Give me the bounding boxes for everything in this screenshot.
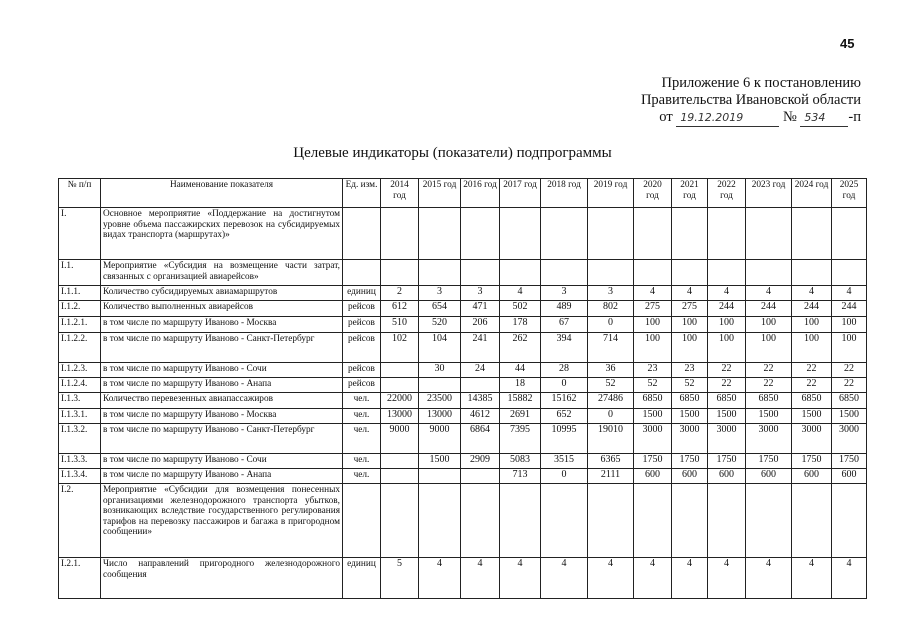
year-value: 471: [461, 301, 500, 317]
year-value: 22: [792, 378, 832, 393]
table-row: [59, 317, 867, 333]
year-value: 28: [541, 363, 588, 378]
year-value: [381, 378, 419, 393]
year-value: 100: [708, 333, 746, 363]
indicator-name: Число направлений пригородного железнодорожного сообщения: [101, 558, 343, 599]
year-value: 0: [588, 317, 634, 333]
year-value: 6365: [588, 454, 634, 469]
year-value: 100: [634, 333, 672, 363]
year-value: 3000: [672, 424, 708, 454]
year-value: 0: [541, 469, 588, 484]
year-value: 275: [672, 301, 708, 317]
year-value: 100: [832, 333, 867, 363]
year-value: [381, 484, 419, 558]
year-value: [381, 469, 419, 484]
unit: чел.: [343, 469, 381, 484]
unit: единиц: [343, 558, 381, 599]
year-value: [541, 484, 588, 558]
year-value: 19010: [588, 424, 634, 454]
year-value: 6850: [672, 393, 708, 409]
unit: чел.: [343, 454, 381, 469]
column-header: 2021 год: [672, 179, 708, 208]
year-value: 3000: [832, 424, 867, 454]
column-header: 2015 год: [419, 179, 461, 208]
indicator-name: в том числе по маршруту Иваново - Сочи: [101, 454, 343, 469]
year-value: 1750: [708, 454, 746, 469]
year-value: 100: [672, 317, 708, 333]
year-value: 100: [832, 317, 867, 333]
year-value: 52: [672, 378, 708, 393]
year-value: [672, 484, 708, 558]
year-value: 6864: [461, 424, 500, 454]
year-value: [792, 208, 832, 260]
table-row: [59, 393, 867, 409]
year-value: [500, 208, 541, 260]
table-row: [59, 484, 867, 558]
year-value: [746, 484, 792, 558]
year-value: 244: [792, 301, 832, 317]
row-number: I.1.3.2.: [59, 424, 101, 454]
indicator-name: в том числе по маршруту Иваново - Москва: [101, 409, 343, 424]
column-header: № п/п: [59, 179, 101, 208]
year-value: 100: [672, 333, 708, 363]
unit: единиц: [343, 286, 381, 301]
year-value: 275: [634, 301, 672, 317]
column-header: 2023 год: [746, 179, 792, 208]
year-value: [381, 454, 419, 469]
year-value: 2: [381, 286, 419, 301]
appendix-block: [641, 75, 861, 127]
year-value: 3: [588, 286, 634, 301]
table-row: [59, 558, 867, 599]
unit: рейсов: [343, 301, 381, 317]
column-header: 2019 год: [588, 179, 634, 208]
year-value: 4: [588, 558, 634, 599]
row-number: I.1.3.: [59, 393, 101, 409]
year-value: [500, 260, 541, 286]
year-value: 262: [500, 333, 541, 363]
year-value: [381, 260, 419, 286]
year-value: [419, 260, 461, 286]
row-number: I.1.1.: [59, 286, 101, 301]
year-value: 6850: [792, 393, 832, 409]
year-value: [419, 484, 461, 558]
row-number: I.1.2.4.: [59, 378, 101, 393]
row-number: I.1.2.3.: [59, 363, 101, 378]
column-header: 2025 год: [832, 179, 867, 208]
year-value: 244: [708, 301, 746, 317]
year-value: 3000: [792, 424, 832, 454]
table-row: [59, 301, 867, 317]
year-value: 22: [708, 363, 746, 378]
year-value: 4: [832, 286, 867, 301]
handwritten-date: 19.12.2019: [676, 109, 779, 127]
column-header: 2018 год: [541, 179, 588, 208]
year-value: 44: [500, 363, 541, 378]
year-value: 4: [746, 558, 792, 599]
year-value: 510: [381, 317, 419, 333]
year-value: 489: [541, 301, 588, 317]
year-value: 714: [588, 333, 634, 363]
year-value: 520: [419, 317, 461, 333]
unit: чел.: [343, 409, 381, 424]
year-value: 4: [634, 286, 672, 301]
year-value: [381, 363, 419, 378]
year-value: 6850: [708, 393, 746, 409]
year-value: [634, 208, 672, 260]
year-value: [832, 208, 867, 260]
table-row: [59, 363, 867, 378]
year-value: 802: [588, 301, 634, 317]
indicator-name: в том числе по маршруту Иваново - Анапа: [101, 469, 343, 484]
year-value: 3000: [708, 424, 746, 454]
year-value: 502: [500, 301, 541, 317]
year-value: 23500: [419, 393, 461, 409]
year-value: 4: [746, 286, 792, 301]
year-value: 0: [588, 409, 634, 424]
year-value: 4: [461, 558, 500, 599]
indicator-name: Мероприятие «Субсидия на возмещение части затрат, связанных с организацией авиарейсов»: [101, 260, 343, 286]
year-value: 1750: [832, 454, 867, 469]
year-value: [461, 208, 500, 260]
year-value: 24: [461, 363, 500, 378]
year-value: 100: [746, 333, 792, 363]
year-value: 4: [832, 558, 867, 599]
year-value: 600: [634, 469, 672, 484]
year-value: 6850: [746, 393, 792, 409]
indicator-name: в том числе по маршруту Иваново - Сочи: [101, 363, 343, 378]
table-row: [59, 409, 867, 424]
year-value: [634, 484, 672, 558]
year-value: 3: [419, 286, 461, 301]
table-row: [59, 469, 867, 484]
table-row: [59, 378, 867, 393]
year-value: 600: [832, 469, 867, 484]
indicator-name: в том числе по маршруту Иваново - Санкт-Петербург: [101, 333, 343, 363]
handwritten-number: 534: [800, 109, 848, 127]
row-number: I.2.: [59, 484, 101, 558]
year-value: 600: [672, 469, 708, 484]
year-value: 100: [792, 317, 832, 333]
unit: [343, 208, 381, 260]
row-number: I.1.2.: [59, 301, 101, 317]
year-value: [634, 260, 672, 286]
year-value: 1750: [746, 454, 792, 469]
row-number: I.: [59, 208, 101, 260]
year-value: 100: [634, 317, 672, 333]
year-value: 23: [672, 363, 708, 378]
year-value: 9000: [381, 424, 419, 454]
year-value: 1750: [634, 454, 672, 469]
column-header: 2024 год: [792, 179, 832, 208]
year-value: 4: [500, 558, 541, 599]
year-value: [746, 208, 792, 260]
year-value: [461, 378, 500, 393]
column-header: Ед. изм.: [343, 179, 381, 208]
year-value: 52: [634, 378, 672, 393]
year-value: [419, 208, 461, 260]
indicator-name: в том числе по маршруту Иваново - Москва: [101, 317, 343, 333]
year-value: 23: [634, 363, 672, 378]
year-value: [461, 260, 500, 286]
year-value: 652: [541, 409, 588, 424]
table-header-row: [59, 179, 867, 208]
year-value: [419, 469, 461, 484]
table-row: [59, 333, 867, 363]
year-value: 713: [500, 469, 541, 484]
year-value: 394: [541, 333, 588, 363]
year-value: [672, 208, 708, 260]
unit: рейсов: [343, 333, 381, 363]
year-value: 22: [832, 363, 867, 378]
column-header: 2017 год: [500, 179, 541, 208]
number-suffix: -п: [848, 109, 861, 125]
row-number: I.1.3.3.: [59, 454, 101, 469]
indicators-table: [58, 178, 867, 599]
indicator-name: Мероприятие «Субсидии для возмещения понесенных организациями железнодорожного транспорта убытков, возникающих вследствие государственного регулирования тарифов на перевозку пассажиров и багажа в пригородном сообщении»: [101, 484, 343, 558]
year-value: 30: [419, 363, 461, 378]
column-header: 2016 год: [461, 179, 500, 208]
unit: чел.: [343, 393, 381, 409]
year-value: 10995: [541, 424, 588, 454]
year-value: 102: [381, 333, 419, 363]
year-value: 67: [541, 317, 588, 333]
year-value: 6850: [634, 393, 672, 409]
year-value: [541, 260, 588, 286]
number-label: №: [782, 109, 797, 125]
year-value: 100: [746, 317, 792, 333]
year-value: 22: [746, 363, 792, 378]
year-value: 5083: [500, 454, 541, 469]
unit: чел.: [343, 424, 381, 454]
year-value: 7395: [500, 424, 541, 454]
column-header: 2022 год: [708, 179, 746, 208]
year-value: 15162: [541, 393, 588, 409]
year-value: [708, 208, 746, 260]
year-value: 600: [708, 469, 746, 484]
row-number: I.1.: [59, 260, 101, 286]
year-value: 4: [541, 558, 588, 599]
year-value: 2691: [500, 409, 541, 424]
indicator-name: Количество субсидируемых авиамаршрутов: [101, 286, 343, 301]
year-value: 104: [419, 333, 461, 363]
year-value: 5: [381, 558, 419, 599]
year-value: 6850: [832, 393, 867, 409]
year-value: 1750: [672, 454, 708, 469]
unit: [343, 484, 381, 558]
unit: [343, 260, 381, 286]
unit: рейсов: [343, 378, 381, 393]
year-value: 1750: [792, 454, 832, 469]
year-value: 600: [746, 469, 792, 484]
year-value: 4: [500, 286, 541, 301]
year-value: 4612: [461, 409, 500, 424]
column-header: Наименование показателя: [101, 179, 343, 208]
year-value: 4: [419, 558, 461, 599]
year-value: 9000: [419, 424, 461, 454]
year-value: 18: [500, 378, 541, 393]
year-value: [381, 208, 419, 260]
year-value: 4: [708, 558, 746, 599]
year-value: 244: [832, 301, 867, 317]
year-value: 2909: [461, 454, 500, 469]
year-value: 178: [500, 317, 541, 333]
year-value: 3000: [746, 424, 792, 454]
year-value: 1500: [419, 454, 461, 469]
year-value: [792, 260, 832, 286]
table-row: [59, 424, 867, 454]
year-value: 52: [588, 378, 634, 393]
year-value: [672, 260, 708, 286]
year-value: 4: [708, 286, 746, 301]
table-row: [59, 208, 867, 260]
year-value: 4: [634, 558, 672, 599]
year-value: 241: [461, 333, 500, 363]
indicator-name: в том числе по маршруту Иваново - Санкт-Петербург: [101, 424, 343, 454]
year-value: 654: [419, 301, 461, 317]
row-number: I.1.3.4.: [59, 469, 101, 484]
year-value: [708, 484, 746, 558]
year-value: [461, 469, 500, 484]
year-value: 0: [541, 378, 588, 393]
row-number: I.1.2.1.: [59, 317, 101, 333]
indicator-name: Основное мероприятие «Поддержание на достигнутом уровне объема пассажирских перевозок на субсидируемых видах транспорта (маршрутах)»: [101, 208, 343, 260]
appendix-line1: Приложение 6 к постановлению: [661, 75, 861, 91]
year-value: 206: [461, 317, 500, 333]
table-row: [59, 454, 867, 469]
year-value: 27486: [588, 393, 634, 409]
year-value: 1500: [832, 409, 867, 424]
year-value: 15882: [500, 393, 541, 409]
year-value: [461, 484, 500, 558]
year-value: 22: [832, 378, 867, 393]
year-value: 22: [792, 363, 832, 378]
appendix-line2: Правительства Ивановской области: [640, 92, 861, 108]
row-number: I.1.2.2.: [59, 333, 101, 363]
unit: рейсов: [343, 317, 381, 333]
year-value: [419, 378, 461, 393]
unit: рейсов: [343, 363, 381, 378]
year-value: 36: [588, 363, 634, 378]
year-value: 100: [792, 333, 832, 363]
indicator-name: Количество выполненных авиарейсов: [101, 301, 343, 317]
year-value: 14385: [461, 393, 500, 409]
year-value: [832, 260, 867, 286]
year-value: [832, 484, 867, 558]
year-value: [746, 260, 792, 286]
row-number: I.1.3.1.: [59, 409, 101, 424]
year-value: [792, 484, 832, 558]
year-value: 1500: [746, 409, 792, 424]
document-title: Целевые индикаторы (показатели) подпрограммы: [293, 145, 612, 161]
year-value: 4: [672, 286, 708, 301]
indicator-name: в том числе по маршруту Иваново - Анапа: [101, 378, 343, 393]
year-value: 600: [792, 469, 832, 484]
year-value: 100: [708, 317, 746, 333]
year-value: 22000: [381, 393, 419, 409]
column-header: 2020 год: [634, 179, 672, 208]
year-value: 244: [746, 301, 792, 317]
year-value: 1500: [634, 409, 672, 424]
indicator-name: Количество перевезенных авиапассажиров: [101, 393, 343, 409]
year-value: 4: [792, 286, 832, 301]
year-value: 3000: [634, 424, 672, 454]
table-row: [59, 286, 867, 301]
year-value: [588, 484, 634, 558]
year-value: 1500: [708, 409, 746, 424]
table-row: [59, 260, 867, 286]
appendix-line3: [641, 109, 861, 127]
row-number: I.2.1.: [59, 558, 101, 599]
column-header: 2014 год: [381, 179, 419, 208]
year-value: 13000: [419, 409, 461, 424]
year-value: [541, 208, 588, 260]
year-value: 22: [746, 378, 792, 393]
year-value: 2111: [588, 469, 634, 484]
year-value: 612: [381, 301, 419, 317]
year-value: [500, 484, 541, 558]
year-value: 3: [461, 286, 500, 301]
page-number: 45: [840, 36, 855, 51]
year-value: [588, 208, 634, 260]
year-value: [708, 260, 746, 286]
year-value: 13000: [381, 409, 419, 424]
year-value: 1500: [672, 409, 708, 424]
year-value: 1500: [792, 409, 832, 424]
year-value: [588, 260, 634, 286]
year-value: 3: [541, 286, 588, 301]
from-label: от: [659, 109, 673, 125]
year-value: 4: [672, 558, 708, 599]
year-value: 22: [708, 378, 746, 393]
year-value: 3515: [541, 454, 588, 469]
year-value: 4: [792, 558, 832, 599]
